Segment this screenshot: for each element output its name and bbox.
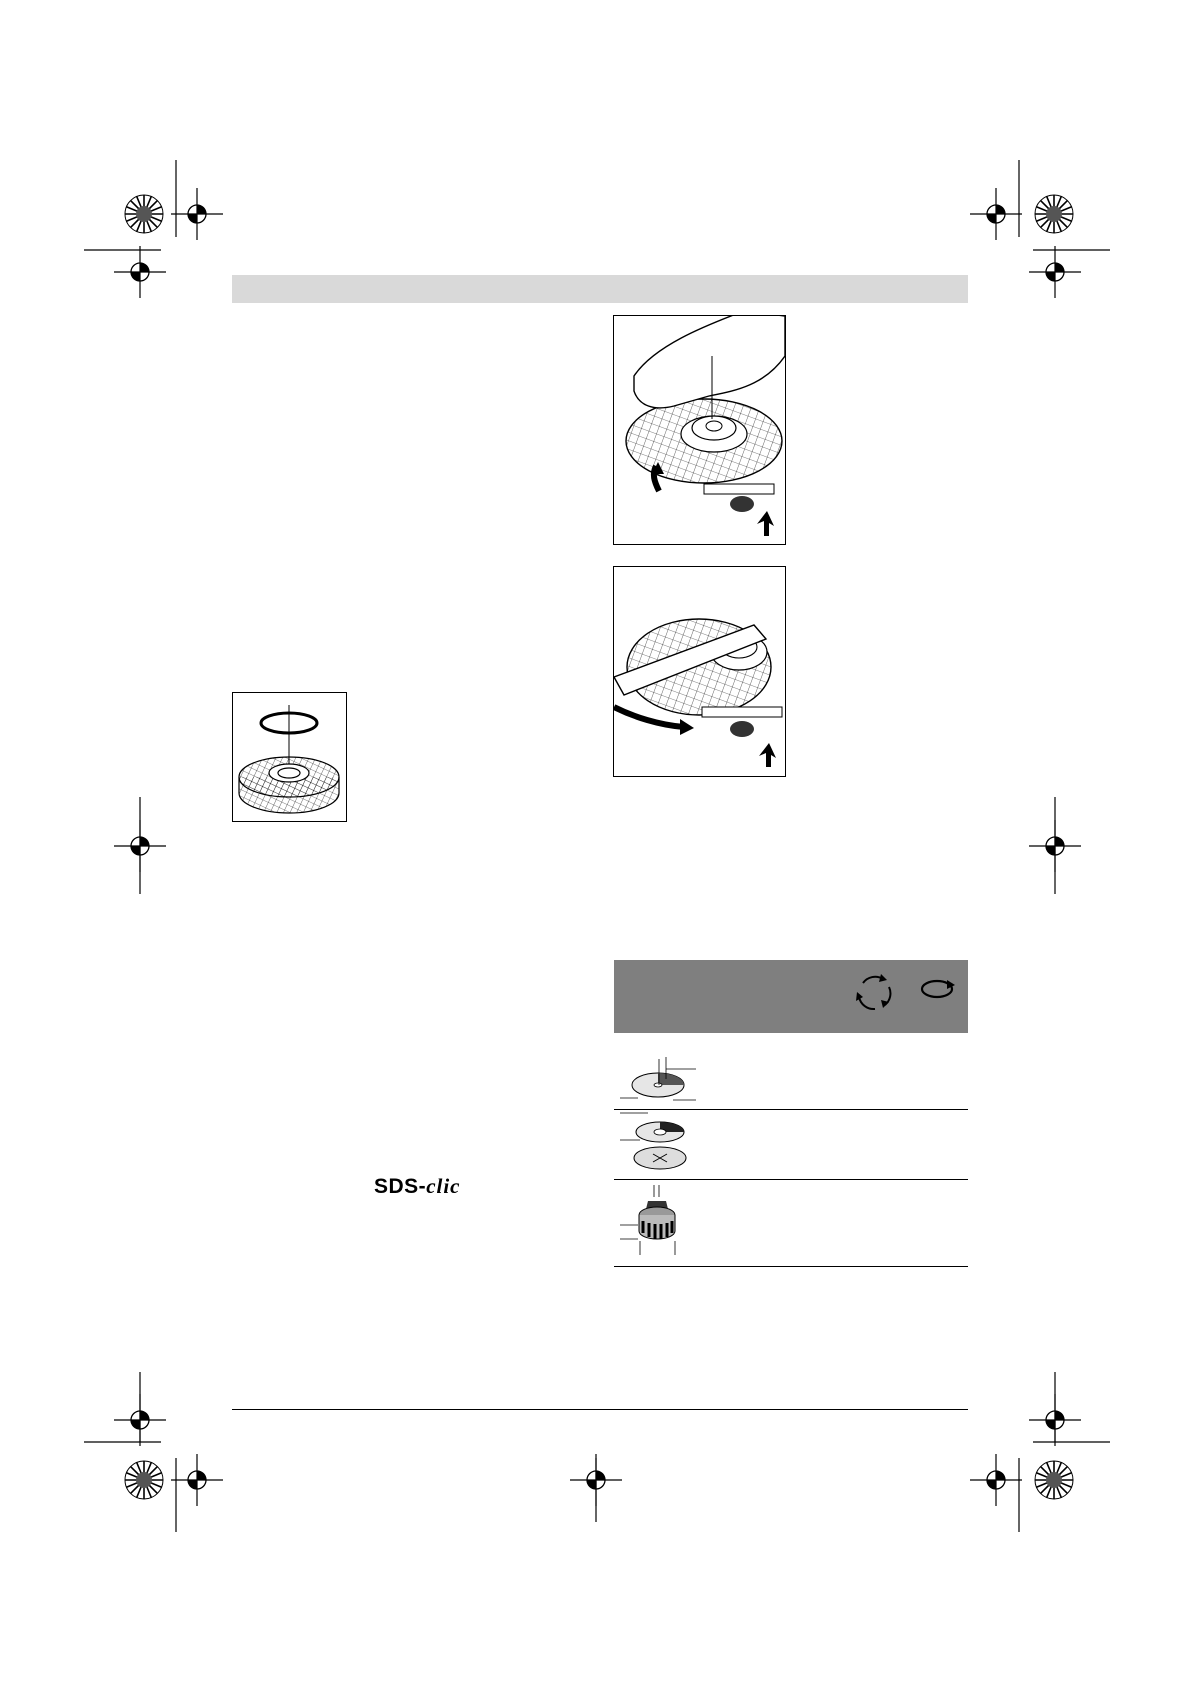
grinder-disc-hand-illustration	[614, 316, 785, 544]
sds-clic-prefix: SDS-	[374, 1175, 427, 1198]
cup-brush-icon	[618, 1183, 698, 1263]
grinding-disc-icon	[618, 1055, 698, 1105]
sds-clic-logo	[374, 1174, 461, 1199]
figure-sealing-ring-flange	[232, 692, 347, 822]
table-row-divider	[614, 1179, 968, 1180]
ring-flange-illustration	[233, 693, 346, 821]
sds-clic-suffix: clic	[426, 1174, 461, 1198]
accessory-table-header	[614, 960, 968, 1033]
table-row-divider	[614, 1109, 968, 1110]
footer-rule	[232, 1409, 968, 1410]
figure-two-pin-spanner	[613, 566, 786, 777]
header-bar	[232, 275, 968, 303]
cutting-disc-icon	[618, 1112, 698, 1176]
figure-quick-clamp-nut	[613, 315, 786, 545]
table-row-divider	[614, 1266, 968, 1267]
rotation-ring-icon	[919, 976, 955, 1002]
recycle-arrows-icon	[851, 969, 897, 1015]
grinder-spanner-illustration	[614, 567, 785, 776]
